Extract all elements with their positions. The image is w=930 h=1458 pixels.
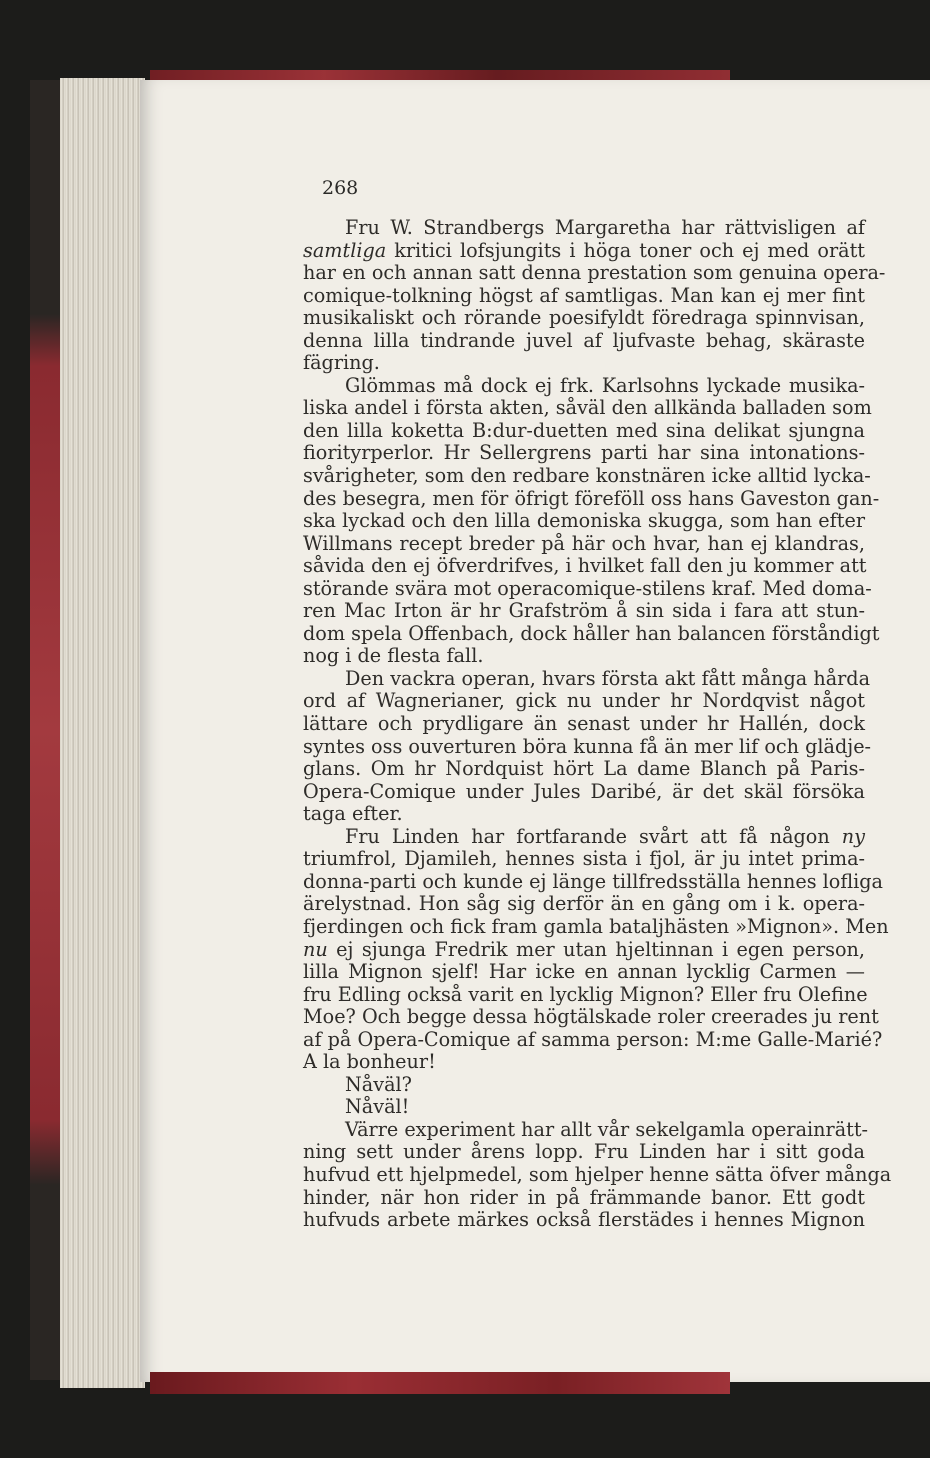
text-line: hufvuds arbete märkes också flerstädes i hennes Mignon	[303, 1208, 865, 1232]
text-line: comique-tolkning högst af samtligas. Man kan ej mer fint	[303, 283, 865, 307]
text-line: musikaliskt och rörande poesifyldt föredraga spinnvisan,	[303, 306, 865, 330]
text-line: glans. Om hr Nordquist hört La dame Blanch på Paris-	[303, 757, 865, 781]
text-line: har en och annan satt denna prestation som genuina opera-	[303, 261, 886, 285]
text-line: fägring.	[303, 351, 380, 375]
text-line: hinder, när hon rider in på främmande banor. Ett godt	[303, 1185, 865, 1209]
text-line: fiorityrperlor. Hr Sellergrens parti har sina intonations-	[303, 441, 865, 465]
text-line	[303, 240, 865, 263]
text-run: ej sjunga Fredrik mer utan hjeltinnan i egen person,	[327, 937, 865, 961]
text-line: ska lyckad och den lilla demoniska skugga, som han efter	[303, 509, 865, 533]
text-line: des besegra, men för öfrigt föreföll oss hans Gaveston gan-	[303, 486, 880, 510]
italic-text: ny	[841, 824, 865, 848]
text-line: Nåväl!	[345, 1095, 410, 1119]
italic-text: samtliga	[303, 238, 387, 262]
text-line: donna-parti och kunde ej länge tillfredsställa hennes lofliga	[303, 869, 883, 893]
text-line: Glömmas må dock ej frk. Karlsohns lyckade musika-	[345, 373, 865, 397]
text-line: Opera-Comique under Jules Daribé, är det skäl försöka	[303, 779, 865, 803]
text-line: nog i de flesta fall.	[303, 644, 484, 668]
text-line: störande svära mot operacomique-stilens kraf. Med doma-	[303, 576, 872, 600]
text-line: Nåväl?	[345, 1072, 412, 1096]
text-line: ning sett under årens lopp. Fru Linden har i sitt goda	[303, 1140, 865, 1164]
text-line: triumfrol, Djamileh, hennes sista i fjol, är ju intet prima-	[303, 847, 865, 871]
text-line: af på Opera-Comique af samma person: M:me Galle-Marié?	[303, 1027, 883, 1051]
text-line: A la bonheur!	[303, 1050, 436, 1074]
text-line	[303, 826, 865, 849]
text-line: dom spela Offenbach, dock håller han balancen förståndigt	[303, 621, 880, 645]
text-line: hufvud ett hjelpmedel, som hjelper henne sätta öfver många	[303, 1162, 892, 1186]
text-line: Fru W. Strandbergs Margaretha har rättvisligen af	[345, 216, 865, 239]
bottom-edge-binding	[150, 1372, 730, 1394]
text-line: Den vackra operan, hvars första akt fått många hårda	[345, 666, 871, 690]
text-line: lilla Mignon sjelf! Har icke en annan lycklig Carmen —	[303, 960, 865, 984]
text-line: denna lilla tindrande juvel af ljufvaste behag, skäraste	[303, 328, 865, 352]
text-line: lättare och prydligare än senast under hr Hallén, dock	[303, 712, 865, 736]
text-line: fru Edling också varit en lycklig Mignon? Eller fru Olefine	[303, 982, 868, 1006]
text-line: ren Mac Irton är hr Grafström å sin sida i fara att stun-	[303, 599, 865, 623]
text-line: syntes oss ouverturen böra kunna få än mer lif och glädje-	[303, 734, 872, 758]
text-line: liska andel i första akten, såväl den allkända balladen som	[303, 396, 872, 420]
text-line	[303, 939, 865, 962]
page-edges	[60, 78, 145, 1388]
italic-text: nu	[303, 937, 328, 961]
text-line: Willmans recept breder på här och hvar, han ej klandras,	[303, 531, 865, 555]
text-line: svårigheter, som den redbare konstnären icke alltid lycka-	[303, 464, 871, 488]
text-line: den lilla koketta B:dur-duetten med sina delikat sjungna	[303, 418, 865, 442]
text-line: ord af Wagnerianer, gick nu under hr Nordqvist något	[303, 689, 865, 713]
text-run: Fru Linden har fortfarande svårt att få någon	[345, 824, 842, 848]
text-line: fjerdingen och fick fram gamla bataljhästen »Mignon». Men	[303, 914, 889, 938]
page-number: 268	[322, 177, 359, 199]
text-line: Värre experiment har allt vår sekelgamla operainrätt-	[345, 1117, 869, 1141]
text-line: taga efter.	[303, 802, 403, 826]
text-line: Moe? Och begge dessa högtälskade roler creerades ju rent	[303, 1005, 879, 1029]
text-run: kritici lofsjungits i höga toner och ej med orätt	[386, 238, 865, 262]
text-line: såvida den ej öfverdrifves, i hvilket fall den ju kommer att	[303, 554, 867, 578]
body-text	[303, 216, 892, 1232]
text-line: ärelystnad. Hon såg sig derför än en gång om i k. opera-	[303, 892, 865, 916]
